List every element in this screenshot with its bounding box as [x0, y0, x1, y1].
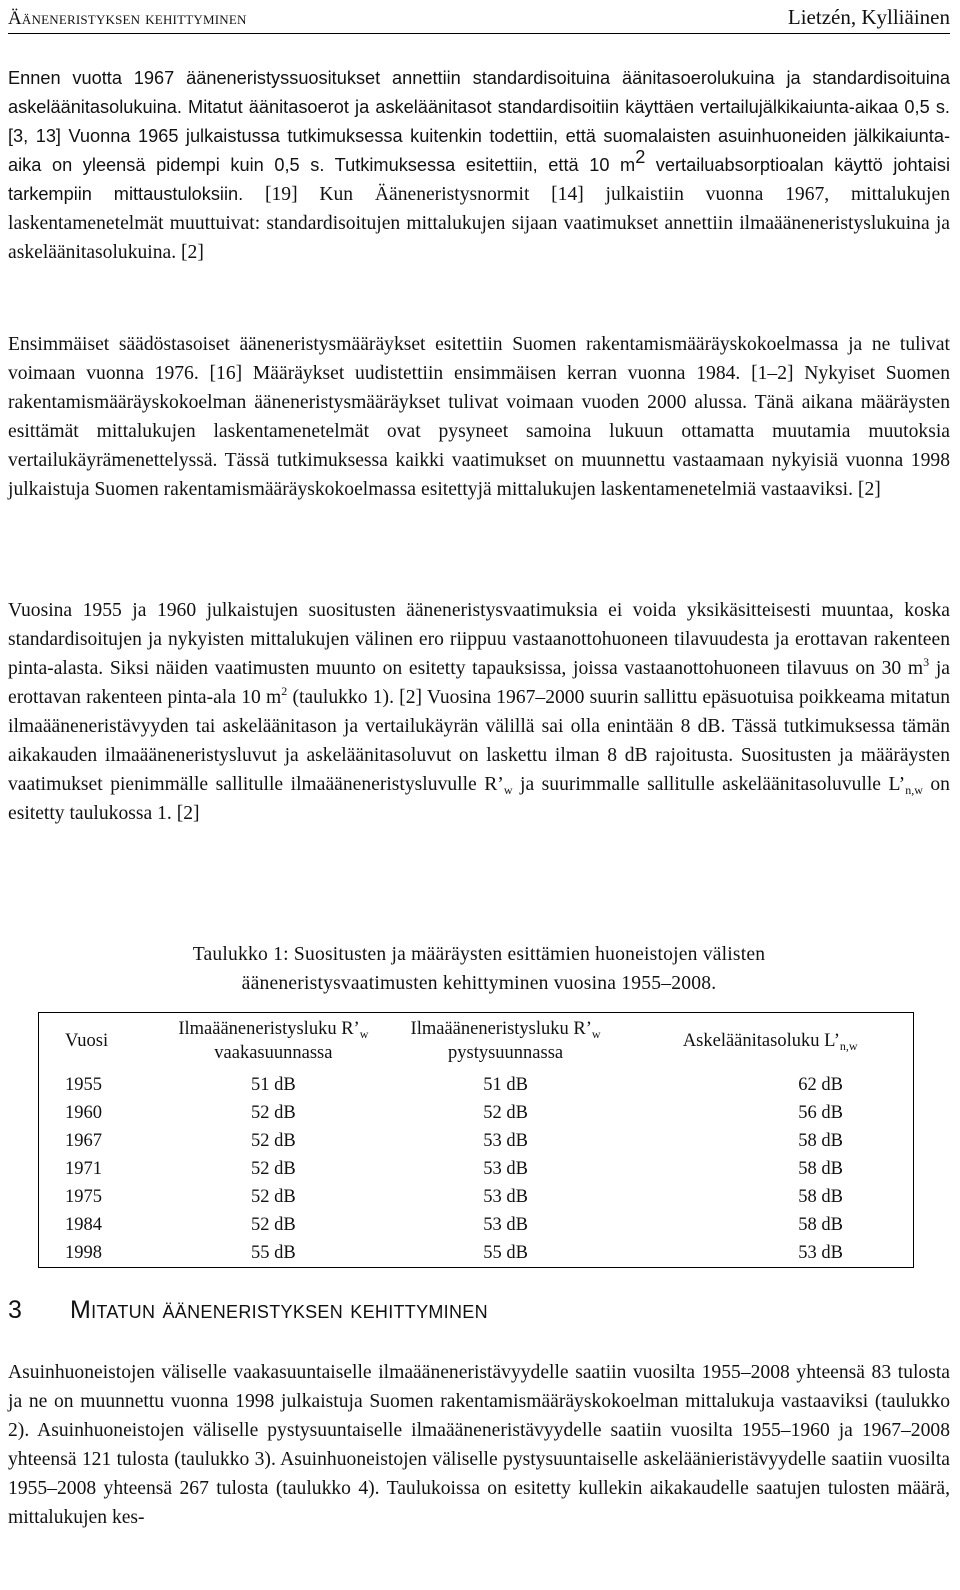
cell-vertical: 53 dB — [483, 1215, 528, 1235]
header-vertical — [384, 1013, 628, 1072]
table-caption — [8, 940, 950, 998]
cell-vertical: 53 dB — [483, 1187, 528, 1207]
cell-year: 1998 — [65, 1243, 102, 1263]
cell-year: 1955 — [65, 1075, 102, 1095]
cell-horizontal: 55 dB — [251, 1243, 296, 1263]
subscript: n,w — [839, 1039, 858, 1053]
header-text: Ilmaääneneristysluku R’ — [178, 1019, 360, 1039]
sentence-text: vertailuabsorptioalan käyttö johtaisi tarkempiin mittaustuloksiin. — [8, 155, 950, 204]
cell-impact: 58 dB — [798, 1159, 843, 1179]
table-row — [39, 1211, 914, 1239]
header-authors: Lietzén, Kylliäinen — [787, 5, 950, 29]
header-text: pystysuunnassa — [448, 1043, 564, 1063]
text-span: Vuosina 1955 ja 1960 julkaistujen suositusten ääneneristysvaatimuksia ei voida yksikäsitteisesti muuntaa, koska standardisoitujen ja nykyisten mittalukujen välinen ero riippuu vastaanottohuoneen tilavuudesta ja erottavan rakenteen pinta-alasta. Siksi näiden vaatimusten muunto on esitetty tapauksissa, joissa vastaanottohuoneen tilavuus on 30 m — [8, 600, 950, 679]
header-year: Vuosi — [65, 1031, 109, 1051]
paragraph-regulations: Ensimmäiset säädöstasoiset ääneneristysmääräykset esitettiin Suomen rakentamismääräyskokoelmassa ja ne tulivat voimaan vuonna 1976. [16] Määräykset uudistettiin ensimmäisen kerran vuonna 1984. [1–2] Nykyiset Suomen rakentamismääräyskokoelman ääneneristysmääräykset tulivat voimaan vuoden 2000 alussa. Tänä aikana määräysten esittämät mittalukujen laskentamenetelmät ovat pysyneet samoina lukuun ottamatta muutamia muutoksia vertailukäyrämenettelyssä. Tässä tutkimuksessa kaikki vaatimukset on muunnettu vastaamaan nykyisiä vuonna 1998 julkaistuja Suomen rakentamismääräyskokoelmassa esitettyjä mittalukujen laskentamenetelmiä vastaaviksi. [2] — [8, 334, 950, 500]
header-text: vaakasuunnassa — [214, 1043, 333, 1063]
section-heading — [8, 1296, 488, 1325]
subscript: w — [359, 1027, 369, 1041]
table-row — [39, 1155, 914, 1183]
paragraph-standardization — [8, 64, 950, 267]
cell-impact: 53 dB — [798, 1243, 843, 1263]
cell-horizontal: 52 dB — [251, 1131, 296, 1151]
table-row — [39, 1099, 914, 1127]
header-text: Askeläänitasoluku L’ — [682, 1031, 840, 1051]
section-number: 3 — [8, 1296, 23, 1324]
superscript: 2 — [281, 684, 288, 698]
subscript: w — [503, 783, 513, 797]
cell-year: 1967 — [65, 1131, 102, 1151]
header-horizontal — [163, 1013, 384, 1072]
caption-line: ääneneristysvaatimusten kehittyminen vuosina 1955–2008. — [241, 973, 717, 994]
cell-vertical: 51 dB — [483, 1075, 528, 1095]
table-header-row — [39, 1013, 914, 1072]
text-span: ja erottavan rakenteen pinta-ala 10 m — [8, 658, 950, 708]
cell-horizontal: 52 dB — [251, 1187, 296, 1207]
cell-impact: 62 dB — [798, 1075, 843, 1095]
table-row — [39, 1127, 914, 1155]
text-span: (taulukko 1). [2] Vuosina 1967–2000 suurin sallittu epäsuotuisa poikkeama mitatun ilmaääneneristävyyden tai askeläänitason ja vertailukäyrän välillä sai olla enintään 8 dB. Tässä tutkimuksessa tämän aikakauden ilmaääneneristysluvut ja askeläänitasoluvut on laskettu ilman 8 dB rajoitusta. Suositusten ja määräysten vaatimukset pienimmälle sallitulle ilmaääneneristysluvulle R’ — [8, 687, 950, 795]
sentence-text: [19] Kun Ääneneristysnormit [14] julkaistiin vuonna 1967, mittalukujen laskentamenetelmät muuttuivat: standardisoitujen mittalukujen sijaan vaatimukset annettiin ilmaääneneristyslukuina ja askeläänitasolukuina. [2] — [8, 184, 950, 263]
header-impact — [627, 1013, 913, 1072]
cell-horizontal: 51 dB — [251, 1075, 296, 1095]
subscript: w — [591, 1027, 601, 1041]
header-text: Ilmaääneneristysluku R’ — [410, 1019, 592, 1039]
cell-impact: 58 dB — [798, 1215, 843, 1235]
cell-impact: 58 dB — [798, 1131, 843, 1151]
table-row — [39, 1071, 914, 1099]
table-row — [39, 1239, 914, 1268]
cell-year: 1971 — [65, 1159, 102, 1179]
superscript: 2 — [635, 147, 646, 167]
cell-vertical: 53 dB — [483, 1131, 528, 1151]
running-header — [8, 3, 950, 34]
cell-horizontal: 52 dB — [251, 1103, 296, 1123]
cell-horizontal: 52 dB — [251, 1159, 296, 1179]
text-span: on esitetty taulukossa 1. [2] — [8, 774, 950, 824]
cell-vertical: 52 dB — [483, 1103, 528, 1123]
cell-vertical: 53 dB — [483, 1159, 528, 1179]
cell-year: 1984 — [65, 1215, 102, 1235]
cell-year: 1975 — [65, 1187, 102, 1207]
paragraph-conversion — [8, 596, 950, 828]
text-span: ja suurimmalle sallitulle askeläänitasoluvulle L’ — [512, 774, 906, 795]
subscript: n,w — [905, 783, 923, 797]
cell-impact: 58 dB — [798, 1187, 843, 1207]
cell-year: 1960 — [65, 1103, 102, 1123]
requirements-table — [38, 1012, 914, 1268]
cell-impact: 56 dB — [798, 1103, 843, 1123]
caption-line: Taulukko 1: Suositusten ja määräysten esittämien huoneistojen välisten — [192, 944, 766, 965]
cell-vertical: 55 dB — [483, 1243, 528, 1263]
table-row — [39, 1183, 914, 1211]
sentence-text: Ennen vuotta 1967 ääneneristyssuositukset annettiin standardisoituina äänitasoerolukuina ja standardisoituina askeläänitasolukuina. Mitatut äänitasoerot ja askeläänitasot standardisoitiin käyttäen vertailujälkikaiunta-aikaa 0,5 s. — [8, 68, 950, 117]
header-chapter-title: Ääneneristyksen kehittyminen — [8, 8, 247, 29]
sentence-text: [3, 13] Vuonna 1965 julkaistussa tutkimuksessa kuitenkin todettiin, että suomalaisten asuinhuoneiden jälkikaiunta-aika on yleensä pidempi kuin 0,5 s. Tutkimuksessa esitettiin, että 10 m — [8, 126, 950, 175]
cell-horizontal: 52 dB — [251, 1215, 296, 1235]
superscript: 3 — [923, 655, 930, 669]
section-title: Mitatun ääneneristyksen kehittyminen — [70, 1296, 488, 1324]
paragraph-measured-results: Asuinhuoneistojen väliselle vaakasuuntaiselle ilmaääneneristävyydelle saatiin vuosilta 1955–2008 yhteensä 83 tulosta ja ne on muunnettu vuonna 1998 julkaistuja Suomen rakentamismääräyskokoelman mittalukuja vastaaviksi (taulukko 2). Asuinhuoneistojen väliselle pystysuuntaiselle ilmaääneneristävyydelle saatiin vuosilta 1955–1960 ja 1967–2008 yhteensä 121 tulosta (taulukko 3). Asuinhuoneistojen väliselle pystysuuntaiselle askeläänieristävyydelle saatiin vuosilta 1955–2008 yhteensä 267 tulosta (taulukko 4). Taulukoissa on esitetty kullekin aikakaudelle saatujen tulosten määrä, mittalukujen kes- — [8, 1362, 950, 1528]
